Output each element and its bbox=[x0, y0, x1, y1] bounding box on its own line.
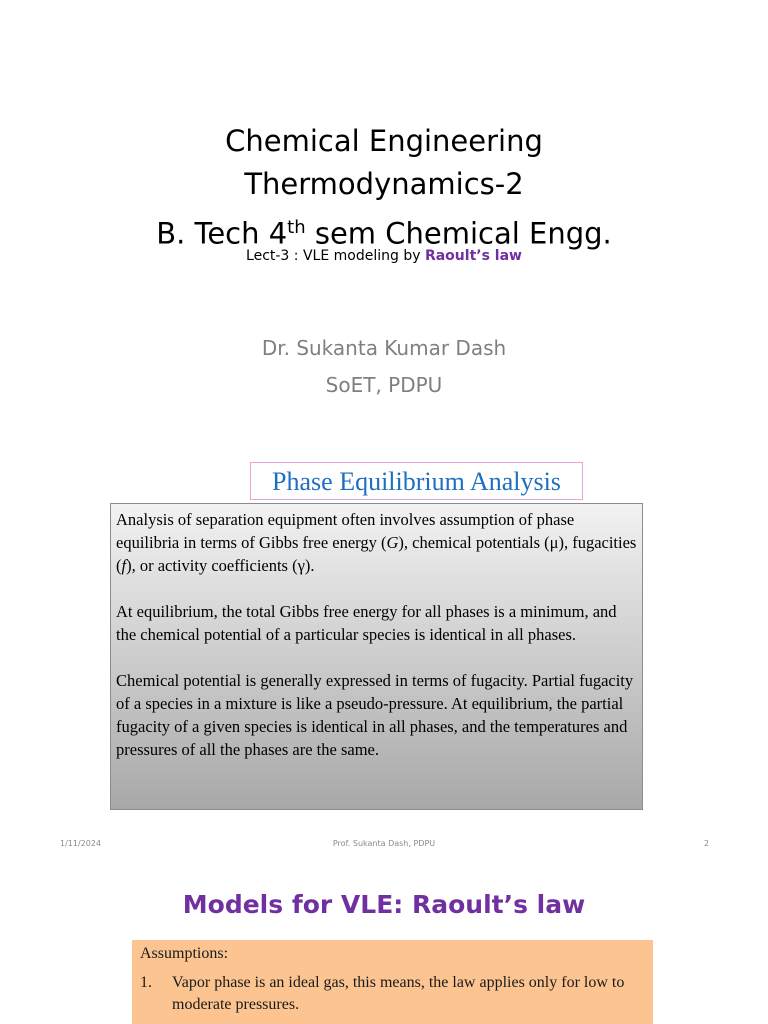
assumptions-label: Assumptions: bbox=[140, 945, 229, 962]
phase-equilibrium-text-box bbox=[110, 503, 643, 810]
footer-presenter: Prof. Sukanta Dash, PDPU bbox=[332, 839, 436, 848]
title-line-3-pre: B. Tech 4 bbox=[156, 216, 288, 251]
paragraph-1 bbox=[116, 508, 637, 577]
para1-part-a: Analysis of separation equipment often involves assumption of phase equilibria in terms of Gibbs free energy ( bbox=[116, 510, 575, 552]
lecture-subtitle-text: Lect-3 : VLE modeling by bbox=[246, 248, 425, 264]
lecture-subtitle bbox=[0, 248, 768, 264]
assumption-number: 1. bbox=[140, 974, 152, 991]
para1-part-c: ), or activity coefficients (γ). bbox=[126, 556, 315, 575]
assumption-text: Vapor phase is an ideal gas, this means, the law applies only for low to moderate pressures. bbox=[172, 974, 625, 1013]
title-line-2: Thermodynamics-2 bbox=[244, 167, 524, 201]
paragraph-3: Chemical potential is generally expressed in terms of fugacity. Partial fugacity of a species in a mixture is like a pseudo-pressure. At equilibrium, the partial fugacity of a given species is identical in all phases, and the temperatures and pressures of all the phases are the same. bbox=[116, 671, 634, 759]
phase-equilibrium-heading: Phase Equilibrium Analysis bbox=[250, 462, 583, 500]
paragraph-2: At equilibrium, the total Gibbs free energy for all phases is a minimum, and the chemical potential of a particular species is identical in all phases. bbox=[116, 602, 617, 644]
title-superscript: th bbox=[287, 217, 306, 238]
author-affiliation: SoET, PDPU bbox=[325, 373, 443, 397]
raoults-law-title: Models for VLE: Raoult’s law bbox=[182, 890, 586, 919]
symbol-G: G bbox=[386, 533, 399, 552]
para1-part-b: ), chemical potentials (μ), fugacities ( bbox=[116, 533, 637, 575]
title-line-1: Chemical Engineering bbox=[225, 124, 543, 158]
author-name: Dr. Sukanta Kumar Dash bbox=[261, 336, 507, 360]
lecture-highlight: Raoult’s law bbox=[424, 248, 522, 264]
footer-date: 1/11/2024 bbox=[60, 839, 102, 848]
symbol-f: f bbox=[121, 556, 127, 575]
footer-page-number: 2 bbox=[704, 839, 710, 848]
title-line-3-post: sem Chemical Engg. bbox=[305, 216, 612, 251]
assumption-item-1 bbox=[140, 972, 645, 1016]
assumptions-box bbox=[132, 940, 653, 1024]
